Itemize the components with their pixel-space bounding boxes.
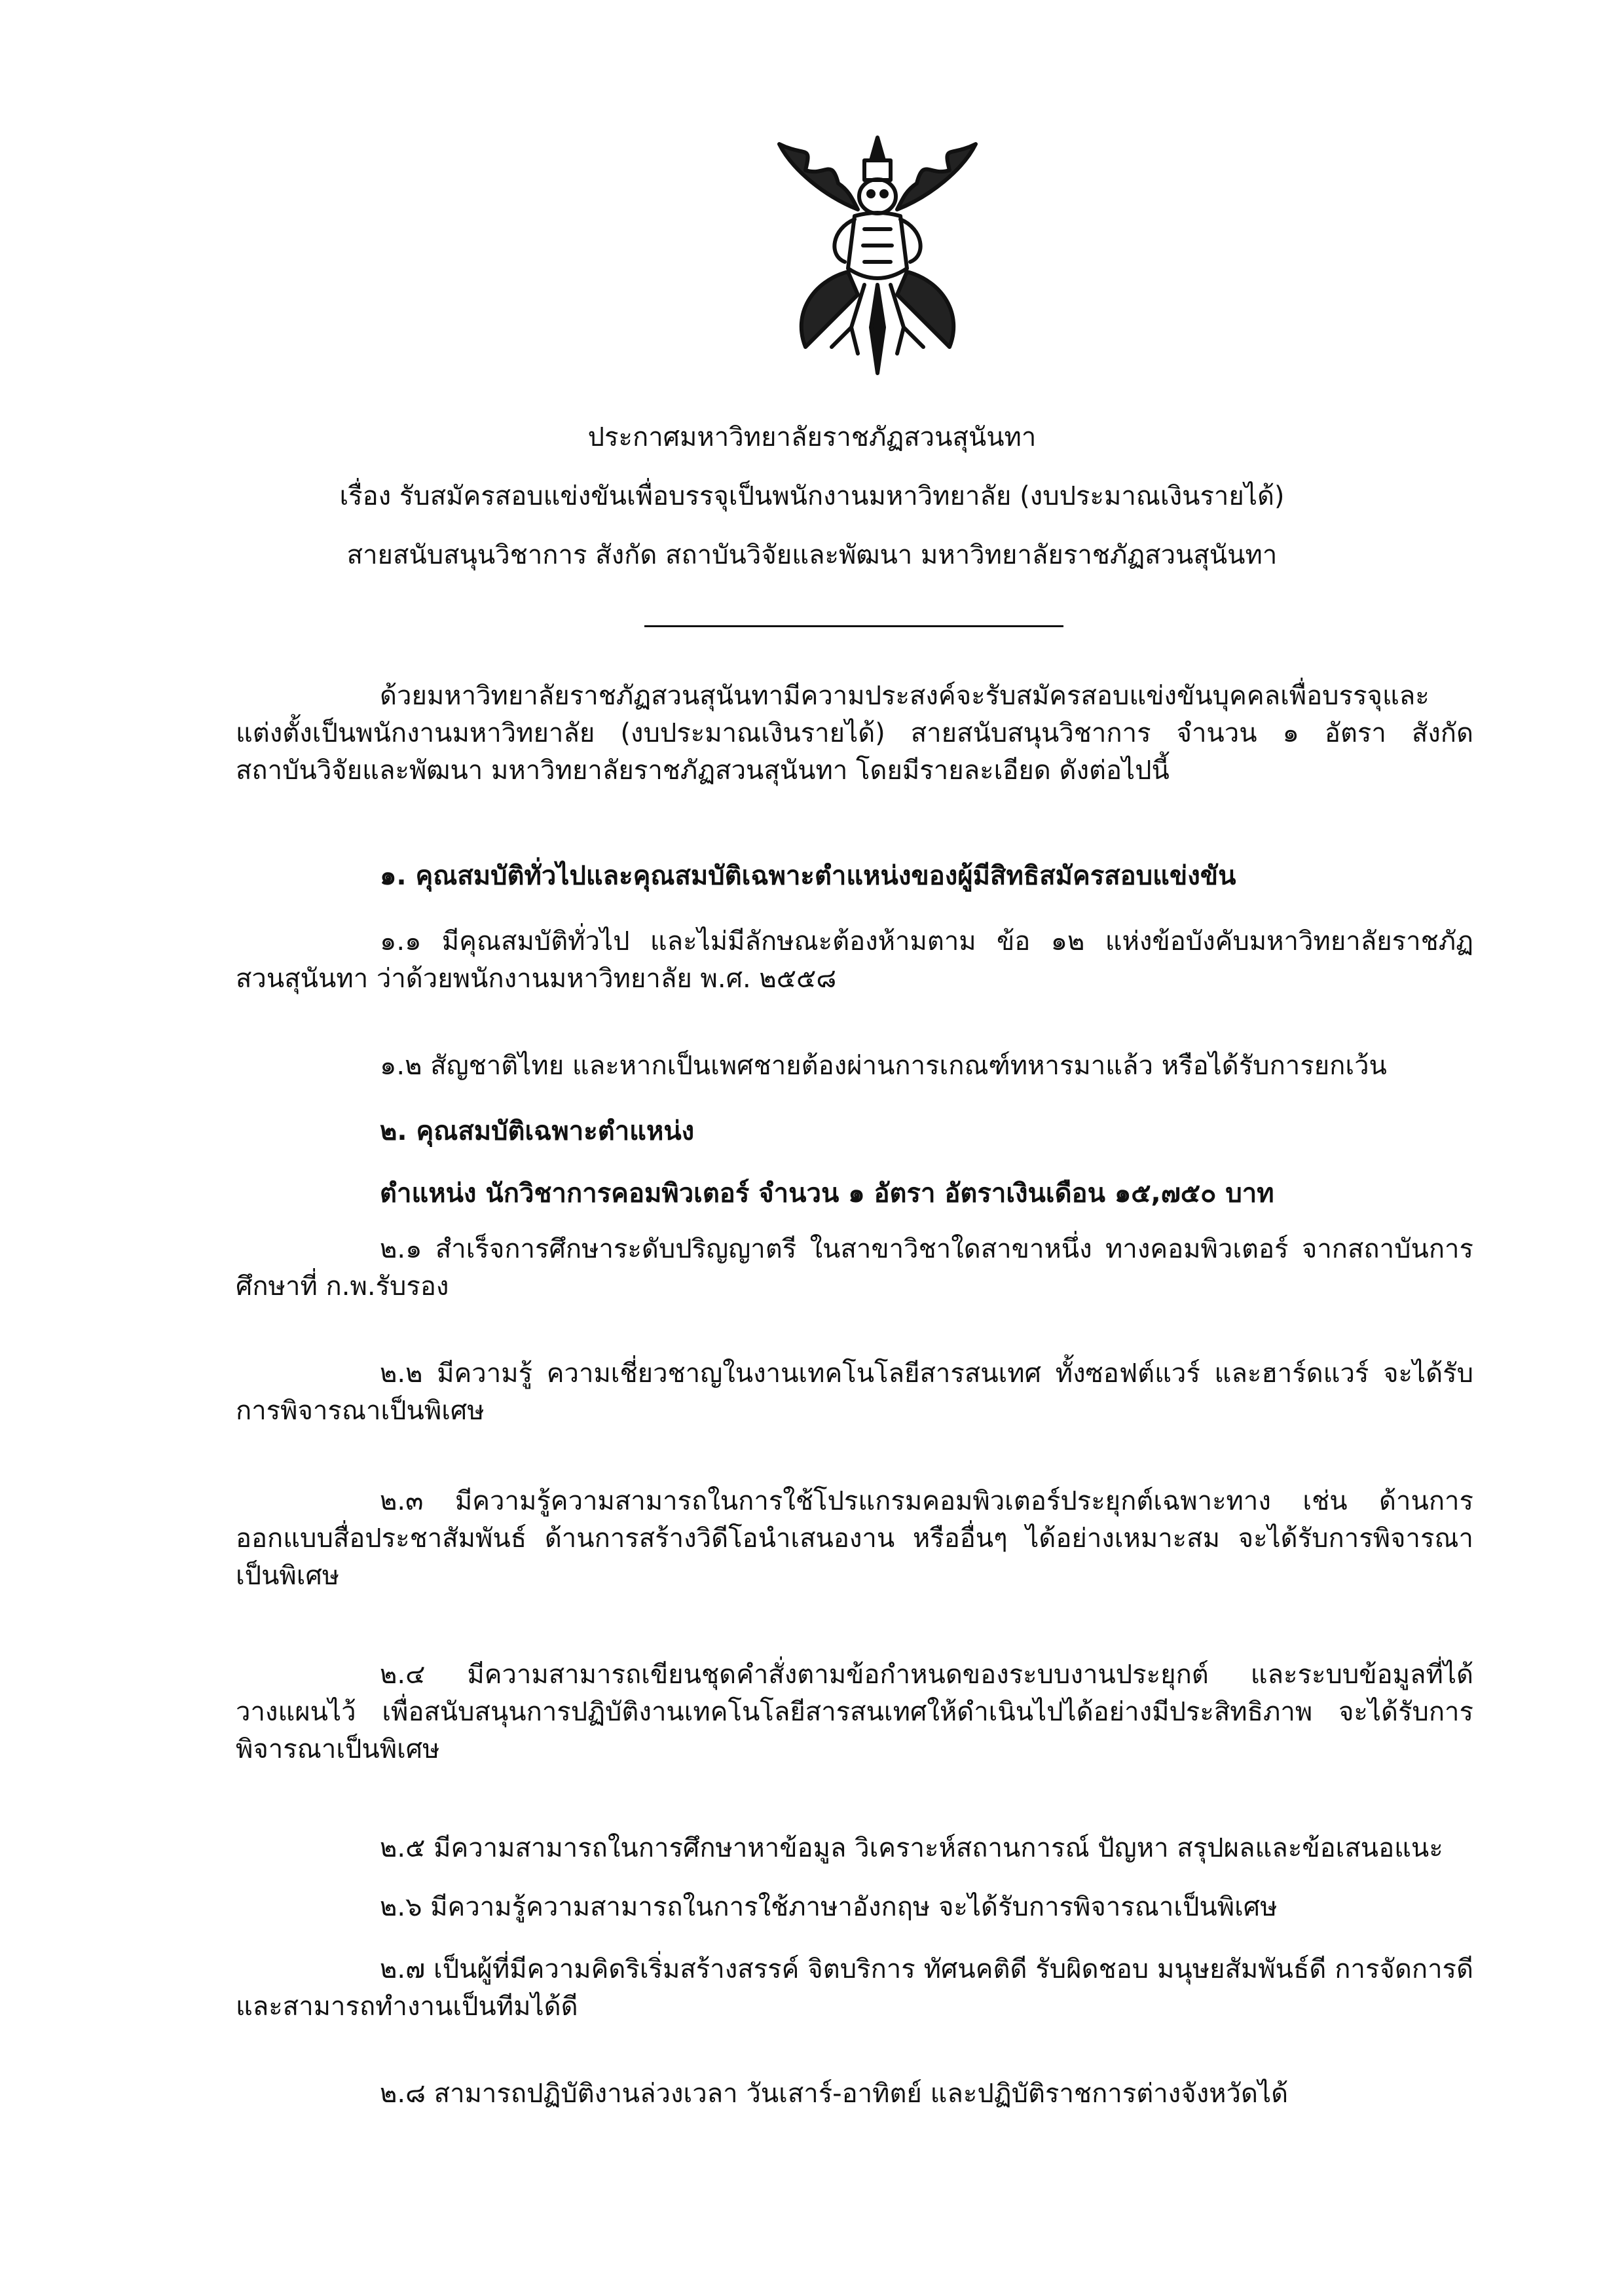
- announcement-subtitle: สายสนับสนุนวิชาการ สังกัด สถาบันวิจัยและพัฒนา มหาวิทยาลัยราชภัฏสวนสุนันทา: [346, 540, 1278, 570]
- garuda-emblem-icon: [766, 131, 989, 380]
- announcement-title: ประกาศมหาวิทยาลัยราชภัฏสวนสุนันทา: [587, 422, 1037, 452]
- section-2-heading: ๒. คุณสมบัติเฉพาะตำแหน่ง: [380, 1116, 695, 1146]
- section-1-item-1: ๑.๑ มีคุณสมบัติทั่วไป และไม่มีลักษณะต้องห้ามตาม ข้อ ๑๒ แห่งข้อบังคับมหาวิทยาลัยราชภัฏสวนสุนันทา ว่าด้วยพนักงานมหาวิทยาลัย พ.ศ. ๒๕๕๘: [236, 926, 1473, 994]
- section-2-item-4: ๒.๔ มีความสามารถเขียนชุดคำสั่งตามข้อกำหนดของระบบงานประยุกต์ และระบบข้อมูลที่ได้วางแผนไว้ เพื่อสนับสนุนการปฏิบัติงานเทคโนโลยีสารสนเทศให้ดำเนินไปได้อย่างมีประสิทธิภาพ จะได้รับการพิจารณาเป็นพิเศษ: [236, 1660, 1473, 1764]
- section-2-item-6: ๒.๖ มีความรู้ความสามารถในการใช้ภาษาอังกฤษ จะได้รับการพิจารณาเป็นพิเศษ: [380, 1892, 1278, 1922]
- section-1-heading: ๑. คุณสมบัติทั่วไปและคุณสมบัติเฉพาะตำแหน่งของผู้มีสิทธิสมัครสอบแข่งขัน: [380, 861, 1236, 891]
- section-1-item-2: ๑.๒ สัญชาติไทย และหากเป็นเพศชายต้องผ่านการเกณฑ์ทหารมาแล้ว หรือได้รับการยกเว้น: [380, 1051, 1387, 1081]
- header-divider: [644, 625, 1063, 627]
- intro-paragraph: ด้วยมหาวิทยาลัยราชภัฏสวนสุนันทามีความประสงค์จะรับสมัครสอบแข่งขันบุคคลเพื่อบรรจุและแต่งตั้งเป็นพนักงานมหาวิทยาลัย (งบประมาณเงินรายได้) สายสนับสนุนวิชาการ จำนวน ๑ อัตรา สังกัด สถาบันวิจัยและพัฒนา มหาวิทยาลัยราชภัฏสวนสุนันทา โดยมีรายละเอียด ดังต่อไปนี้: [236, 681, 1473, 786]
- section-2-item-5: ๒.๕ มีความสามารถในการศึกษาหาข้อมูล วิเคราะห์สถานการณ์ ปัญหา สรุปผลและข้อเสนอแนะ: [380, 1833, 1443, 1863]
- section-2-item-2: ๒.๒ มีความรู้ ความเชี่ยวชาญในงานเทคโนโลยีสารสนเทศ ทั้งซอฟต์แวร์ และฮาร์ดแวร์ จะได้รับการพิจารณาเป็นพิเศษ: [236, 1358, 1473, 1426]
- section-2-item-3: ๒.๓ มีความรู้ความสามารถในการใช้โปรแกรมคอมพิวเตอร์ประยุกต์เฉพาะทาง เช่น ด้านการออกแบบสื่อประชาสัมพันธ์ ด้านการสร้างวิดีโอนำเสนองาน หรืออื่นๆ ได้อย่างเหมาะสม จะได้รับการพิจารณาเป็นพิเศษ: [236, 1486, 1473, 1591]
- announcement-subject: เรื่อง รับสมัครสอบแข่งขันเพื่อบรรจุเป็นพนักงานมหาวิทยาลัย (งบประมาณเงินรายได้): [339, 481, 1285, 511]
- section-2-item-8: ๒.๘ สามารถปฏิบัติงานล่วงเวลา วันเสาร์-อาทิตย์ และปฏิบัติราชการต่างจังหวัดได้: [380, 2079, 1289, 2109]
- position-title: ตำแหน่ง นักวิชาการคอมพิวเตอร์ จำนวน ๑ อัตรา อัตราเงินเดือน ๑๕,๗๕๐ บาท: [380, 1178, 1274, 1209]
- section-2-item-1: ๒.๑ สำเร็จการศึกษาระดับปริญญาตรี ในสาขาวิชาใดสาขาหนึ่ง ทางคอมพิวเตอร์ จากสถาบันการศึกษาที่ ก.พ.รับรอง: [236, 1234, 1473, 1302]
- section-2-item-7: ๒.๗ เป็นผู้ที่มีความคิดริเริ่มสร้างสรรค์ จิตบริการ ทัศนคติดี รับผิดชอบ มนุษยสัมพันธ์ดี การจัดการดี และสามารถทำงานเป็นทีมได้ดี: [236, 1954, 1473, 2022]
